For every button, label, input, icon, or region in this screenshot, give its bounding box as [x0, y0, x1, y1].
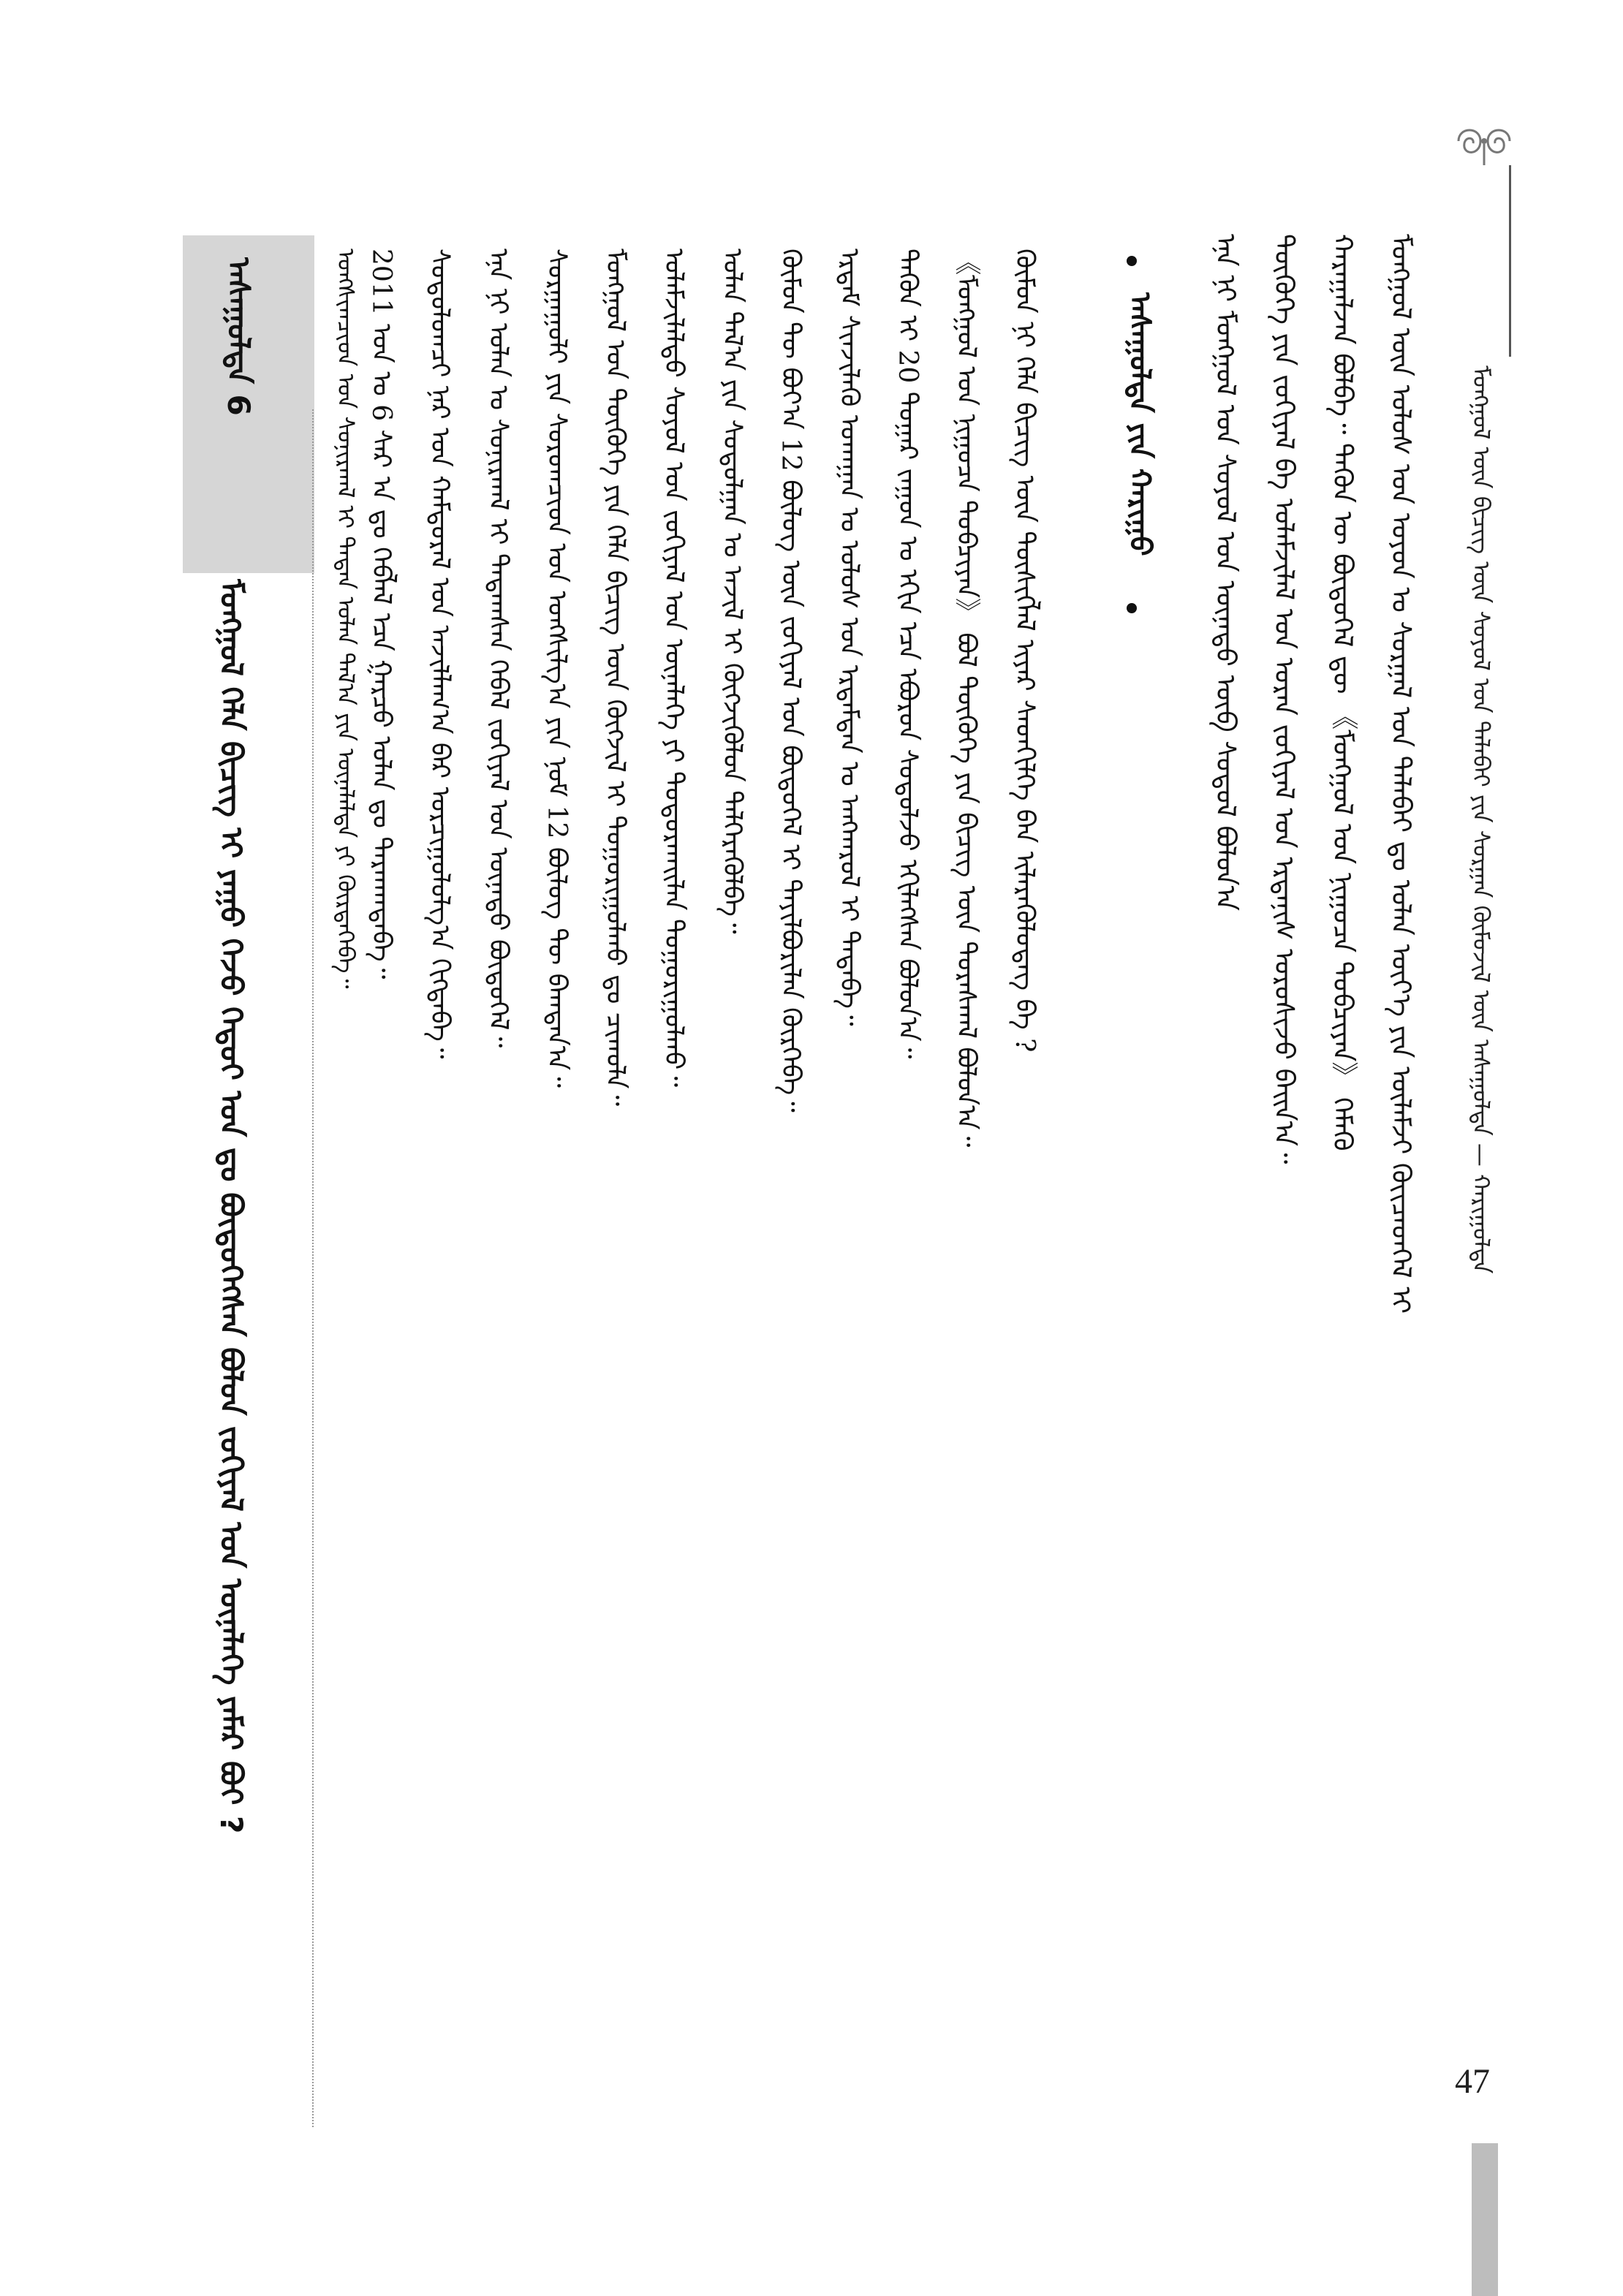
answer-line: ᠤᠩᠰᠢᠭᠴᠢᠳ ᠤᠨ ᠰᠣᠨᠢᠷᠬᠠᠯ ᠢ ᠲᠠᠲᠠᠨ ᠣᠯᠠᠨ ᠲᠠᠯ᠎ᠠ ᠶᠢᠨ ᠦᠨᠡᠯᠡᠯᠲᠡ ᠶᠢ ᠬᠦᠷᠲᠡᠭᠡᠪᠡ᠃ [332, 249, 360, 989]
section-heading-text: ᠠᠰᠠᠭᠤᠯᠲᠠ ᠶᠢᠨ ᠬᠠᠷᠢᠭᠤ [1123, 292, 1157, 556]
paragraph-line: ᠡᠨᠡ ᠨᠢ ᠮᠣᠩᠭᠣᠯ ᠤᠨ ᠰᠣᠶᠣᠯ ᠤᠨ ᠦᠨᠡᠲᠦ ᠥᠪ ᠰᠤᠳᠤᠯ ᠪᠣᠯᠤᠨ᠎ᠠ [1210, 234, 1241, 911]
section-heading [1104, 241, 1162, 621]
question-title: ᠮᠣᠩᠭᠣᠯ ᠬᠡᠯᠡ ᠪᠢᠴᠢᠭ ᠢ ᠶᠠᠭᠤ ᠭᠡᠵᠦ ᠬᠡᠳᠦᠢ ᠣᠨ ᠳᠤ ᠪᠦᠲᠦᠭᠡᠭᠰᠡᠨ ᠪᠣᠯᠤᠨ ᠵᠣᠬᠢᠶᠠᠯ ᠤᠨ ᠦᠨᠡᠯᠡᠭᠡ ᠶᠠᠮᠠᠷ ᠪᠤᠢ ? [213, 579, 249, 1834]
dotted-divider [312, 409, 314, 2127]
answer-line: ᠲᠡᠭᠦᠨ ᠢ 20 ᠳᠤᠭᠠᠷ ᠵᠠᠭᠤᠨ ᠤ ᠡᠬᠢᠨ ᠡᠴᠡ ᠡᠪᠦᠷᠦᠨ ᠰᠤᠳᠤᠯᠵᠤ ᠡᠬᠢᠯᠡᠭᠰᠡᠨ ᠪᠣᠯᠤᠨ᠎ᠠ᠃ [893, 249, 923, 1059]
answer-line: ᠡᠨᠡ ᠨᠢ ᠣᠯᠠᠨ ᠤ ᠰᠣᠨᠢᠷᠬᠠᠯ ᠢ ᠲᠠᠲᠠᠭᠰᠠᠨ ᠬᠡᠪᠡᠯ ᠵᠣᠬᠢᠶᠠᠯ ᠤᠨ ᠦᠨᠡᠲᠦ ᠪᠦᠲᠦᠭᠡᠯ᠃ [483, 249, 513, 1048]
bullet-icon [1127, 603, 1137, 613]
paragraph-line: ᠬᠠᠷᠠᠭᠠᠯᠵᠠᠨ ᠪᠣᠯᠪᠠ᠃ ᠲᠡᠭᠦᠨ ᠦ ᠪᠦᠲᠦᠭᠡᠯ ᠳᠦ 《ᠮᠣᠩᠭᠣᠯ ᠤᠨ ᠨᠢᠭᠤᠴᠠ ᠲᠣᠪᠴᠢᠶᠠᠨ》 ᠬᠡᠮᠡᠬᠦ [1327, 234, 1358, 1151]
page-number: 47 [1455, 2062, 1490, 2101]
running-header: ᠮᠣᠩᠭᠣᠯ ᠦᠨ ᠪᠢᠴᠢᠭ ᠦᠨ ᠰᠣᠶᠣᠯ ᠤᠨ ᠲᠠᠯᠠᠪᠠᠢ ᠶᠢᠨ ᠰᠤᠷᠭᠠᠨ ᠬᠦᠮᠦᠵᠢᠯ ᠦᠨ ᠠᠰᠠᠭᠤᠯᠲᠠ — ᠬᠠᠷᠢᠭᠤᠯᠲᠠ [1467, 365, 1495, 1274]
answer-line: ᠰᠤᠷᠭᠠᠭᠤᠯᠢ ᠶᠢᠨ ᠰᠤᠷᠤᠭᠴᠢᠳ ᠤᠨ ᠤᠩᠰᠢᠯᠭ᠎ᠠ ᠶᠢᠨ ᠨᠣᠮ 12 ᠪᠦᠯᠦᠭ ᠲᠦ ᠪᠠᠭᠲᠠᠨ᠎ᠠ᠃ [542, 249, 572, 1088]
answer-line: ᠤᠯᠠᠮᠵᠢᠯᠠᠯᠲᠤ ᠰᠣᠶᠣᠯ ᠤᠨ ᠵᠣᠬᠢᠶᠠᠯ ᠤᠨ ᠦᠨᠡᠯᠡᠭᠡ ᠶᠢ ᠲᠣᠳᠣᠷᠬᠠᠢᠯᠠᠨ ᠲᠣᠭᠣᠷᠢᠭᠤᠯᠬᠤ᠃ [659, 249, 689, 1088]
answer-line: ᠬᠦᠮᠦᠨ ᠲᠦ ᠪᠤᠶ᠎ᠠ 12 ᠪᠦᠯᠦᠭ ᠦᠨ ᠵᠣᠬᠢᠶᠠᠯ ᠤᠨ ᠪᠦᠲᠦᠭᠡᠯ ᠢ ᠲᠠᠶᠢᠯᠪᠤᠷᠢᠯᠠᠨ ᠬᠦᠷᠭᠡᠪᠡ᠃ [776, 249, 806, 1113]
answer-line: ᠬᠦᠮᠦᠨ ᠨᠢ ᠬᠡᠯᠡ ᠪᠢᠴᠢᠭ ᠦᠨ ᠲᠦᠰᠢᠭᠯᠡᠯ ᠢᠶᠡᠷ ᠰᠡᠳᠬᠢᠯᠭᠡ ᠪᠡᠨ ᠢᠯᠡᠷᠡᠭᠦᠯᠦᠳᠡᠭ ᠪᠠ ? [1010, 249, 1040, 1053]
paragraph-line: ᠲᠦᠭᠦᠬᠡ ᠶᠢᠨ ᠵᠣᠬᠢᠶᠠᠯ ᠪᠠ ᠤᠯᠠᠮᠵᠢᠯᠠᠯ ᠤᠨ ᠤᠷᠠᠨ ᠵᠣᠬᠢᠶᠠᠯ ᠤᠨ ᠡᠷᠳᠡᠨᠢᠰ ᠣᠷᠣᠰᠢᠵᠤ ᠪᠠᠢᠨ᠎ᠠ᠃ [1268, 234, 1300, 1164]
header-rule [1509, 165, 1511, 357]
question-box [183, 235, 314, 2114]
answer-line: ᠰᠤᠳᠤᠯᠤᠭᠴᠢ ᠨᠠᠷ ᠤᠨ ᠬᠠᠮᠲᠤᠷᠠᠯ ᠤᠨ ᠠᠵᠢᠯᠯᠠᠭ᠎ᠠ ᠪᠠᠷ ᠣᠷᠴᠢᠭᠤᠯᠤᠯᠭ᠎ᠠ ᠬᠢᠭᠳᠡᠪᠡ᠃ [425, 249, 455, 1059]
answer-line: ᠮᠣᠩᠭᠣᠯ ᠤᠨ ᠲᠦᠭᠦᠬᠡ ᠶᠢᠨ ᠬᠡᠯᠡ ᠪᠢᠴᠢᠭ ᠦᠨ ᠬᠥᠭᠵᠢᠯ ᠢ ᠲᠣᠭᠣᠷᠢᠭᠤᠯᠬᠤ ᠳᠤ ᠴᠢᠬᠤᠯᠠ᠃ [600, 249, 630, 1107]
question-label: ᠠᠰᠠᠭᠤᠯᠲᠠ 6 [221, 257, 257, 416]
answer-line: ᠡᠷᠳᠡᠮ ᠰᠢᠨᠵᠢᠯᠡᠬᠦ ᠤᠬᠠᠭᠠᠨ ᠤ ᠤᠯᠤᠰ ᠤᠨ ᠡᠷᠳᠡᠮᠲᠡᠨ ᠤ ᠠᠩᠬᠠᠷᠤᠯ ᠢ ᠲᠠᠲᠠᠪᠠ᠃ [834, 249, 864, 1026]
paragraph-line: ᠮᠣᠩᠭᠣᠯ ᠦᠨ ᠤᠯᠤᠰ ᠤᠨ ᠣᠶᠤᠨ ᠤ ᠰᠤᠷᠭᠠᠯ ᠤᠨ ᠲᠠᠯᠠᠪᠠᠢ ᠳᠤ ᠣᠯᠠᠨ ᠦᠶ᠎ᠡ ᠶᠢᠨ ᠦᠯᠡᠮᠵᠢ ᠭᠦᠢᠴᠡᠳᠭᠡᠯ ᠢ [1385, 234, 1417, 1314]
answer-line: 2011 ᠣᠨ ᠤ 6 ᠰᠠᠷ ᠠ ᠳᠤ ᠬᠡᠪᠯᠡᠯ ᠡᠴᠡ ᠭᠠᠷᠴᠤ ᠣᠯᠠᠨ ᠳᠤ ᠲᠠᠷᠬᠠᠭᠳᠠᠪᠠ᠃ [366, 249, 396, 980]
page-edge-tab [1472, 2143, 1498, 2296]
answer-line: ᠣᠯᠠᠨ ᠲᠠᠯ᠎ᠠ ᠶᠢᠨ ᠰᠤᠳᠤᠯᠭᠠᠨ ᠤ ᠠᠵᠢᠯ ᠢ ᠬᠥᠭᠵᠢᠭᠦᠯᠦᠨ ᠳᠡᠯᠭᠡᠷᠡᠭᠦᠯᠪᠡ᠃ [717, 249, 747, 934]
bullet-icon [1127, 256, 1137, 266]
ornament-icon [1451, 115, 1517, 167]
answer-line: 《ᠮᠣᠩᠭᠣᠯ ᠤᠨ ᠨᠢᠭᠤᠴᠠ ᠲᠣᠪᠴᠢᠶᠠᠨ》 ᠪᠣᠯ ᠲᠦᠭᠦᠬᠡ ᠶᠢᠨ ᠪᠢᠴᠢᠭ ᠦᠨ ᠳᠤᠷᠠᠰᠬᠠᠯ ᠪᠣᠯᠤᠨ᠎ᠠ᠃ [951, 249, 981, 1148]
